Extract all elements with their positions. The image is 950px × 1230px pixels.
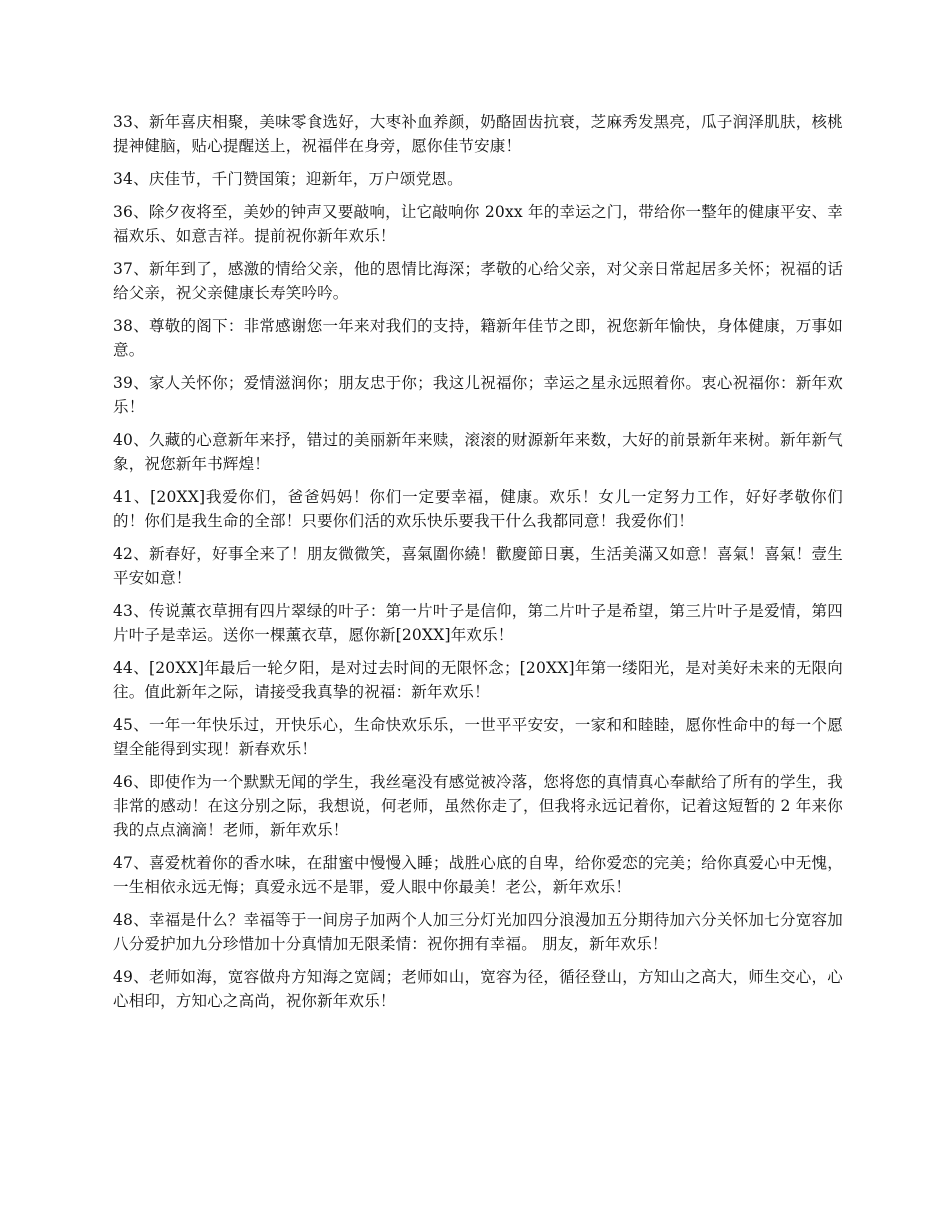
paragraph-45: 45、一年一年快乐过，开快乐心，生命快欢乐乐，一世平平安安，一家和和睦睦，愿你性命中的每一个愿望全能得到实现！新春欢乐！ (113, 716, 843, 758)
paragraph-37: 37、新年到了，感激的情给父亲，他的恩情比海深；孝敬的心给父亲，对父亲日常起居多关怀；祝福的话给父亲，祝父亲健康长寿笑吟吟。 (113, 260, 843, 302)
paragraph-41: 41、[20XX]我爱你们，爸爸妈妈！你们一定要幸福，健康。欢乐！女儿一定努力工作，好好孝敬你们的！你们是我生命的全部！只要你们活的欢乐快乐要我干什么我都同意！我爱你们！ (113, 488, 843, 530)
paragraph-36: 36、除夕夜将至，美妙的钟声又要敲响，让它敲响你 20xx 年的幸运之门，带给你一整年的健康平安、幸福欢乐、如意吉祥。提前祝你新年欢乐！ (113, 203, 843, 245)
paragraph-34: 34、庆佳节，千门赞国策；迎新年，万户颂党恩。 (113, 170, 463, 188)
paragraph-42: 42、新春好，好事全来了！朋友微微笑，喜氣圍你繞！歡慶節日裏，生活美滿又如意！喜氣！喜氣！壹生平安如意！ (113, 545, 843, 587)
paragraph-46: 46、即使作为一个默默无闻的学生，我丝毫没有感觉被冷落，您将您的真情真心奉献给了所有的学生，我非常的感动！在这分别之际，我想说，何老师，虽然你走了，但我将永远记着你，记着这短暂的 2 年来你我的点点滴滴！老师，新年欢乐！ (113, 773, 843, 839)
paragraph-49: 49、老师如海，宽容做舟方知海之宽阔；老师如山，宽容为径，循径登山，方知山之高大，师生交心，心心相印，方知心之高尚，祝你新年欢乐！ (113, 968, 843, 1010)
paragraph-39: 39、家人关怀你；爱情滋润你；朋友忠于你；我这儿祝福你；幸运之星永远照着你。衷心祝福你：新年欢乐！ (113, 374, 843, 416)
paragraph-44: 44、[20XX]年最后一轮夕阳，是对过去时间的无限怀念；[20XX]年第一缕阳光，是对美好未来的无限向往。值此新年之际，请接受我真挚的祝福：新年欢乐！ (113, 659, 843, 701)
paragraph-47: 47、喜爱枕着你的香水味，在甜蜜中慢慢入睡；战胜心底的自卑，给你爱恋的完美；给你真爱心中无愧，一生相依永远无悔；真爱永远不是罪，爱人眼中你最美！老公，新年欢乐！ (113, 854, 843, 896)
paragraph-43: 43、传说薰衣草拥有四片翠绿的叶子：第一片叶子是信仰，第二片叶子是希望，第三片叶子是爱情，第四片叶子是幸运。送你一棵薰衣草，愿你新[20XX]年欢乐！ (113, 602, 843, 644)
document-body (113, 110, 843, 1022)
paragraph-48: 48、幸福是什么？幸福等于一间房子加两个人加三分灯光加四分浪漫加五分期待加六分关怀加七分宽容加八分爱护加九分珍惜加十分真情加无限柔情：祝你拥有幸福。 朋友，新年欢乐！ (113, 911, 843, 953)
paragraph-40: 40、久藏的心意新年来抒，错过的美丽新年来赎，滚滚的财源新年来数，大好的前景新年来树。新年新气象，祝您新年书辉煌！ (113, 431, 843, 473)
paragraph-33: 33、新年喜庆相聚，美味零食选好，大枣补血养颜，奶酪固齿抗衰，芝麻秀发黑亮，瓜子润泽肌肤，核桃提神健脑，贴心提醒送上，祝福伴在身旁，愿你佳节安康！ (113, 113, 843, 155)
paragraph-38: 38、尊敬的阁下：非常感谢您一年来对我们的支持，籍新年佳节之即，祝您新年愉快，身体健康，万事如意。 (113, 317, 843, 359)
